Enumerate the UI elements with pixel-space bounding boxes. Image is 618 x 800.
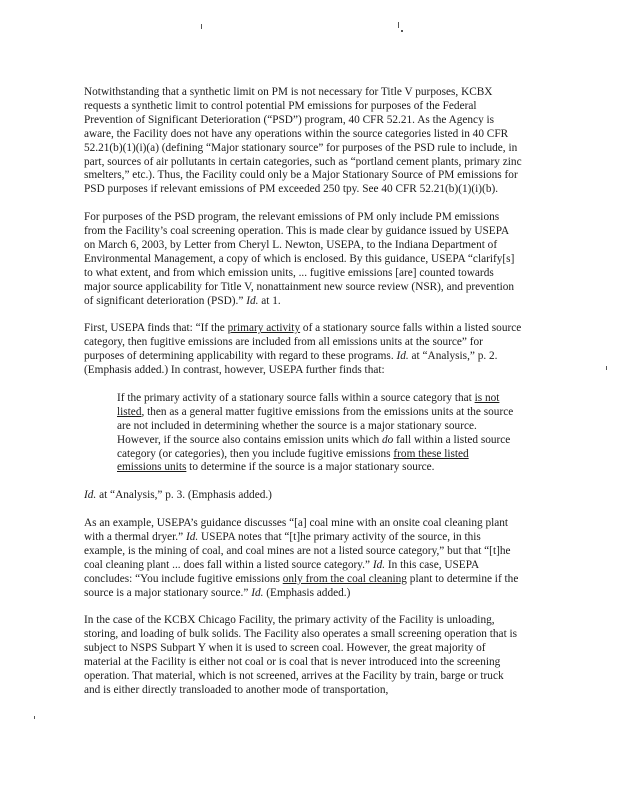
text-run: If the primary activity of a stationary source falls within a source category that — [117, 391, 475, 404]
text-run: at “Analysis,” p. 2. (Emphasis added.) In contrast, however, USEPA further finds that: — [84, 350, 498, 377]
emphasis-underline: only from the coal cleaning — [282, 572, 407, 585]
scan-mark — [606, 366, 607, 370]
text-run: at “Analysis,” p. 3. (Emphasis added.) — [96, 489, 272, 502]
paragraph-usepa-finds — [84, 322, 522, 378]
scan-mark — [398, 22, 399, 28]
text-run: , then as a general matter fugitive emissions from the emissions units at the source are not included in determining whether the source is a major stationary source. However, if the source also contains emission units which — [117, 405, 514, 446]
text-run: at 1. — [258, 294, 281, 307]
emphasis-underline: is not listed — [117, 391, 500, 418]
citation-line — [84, 489, 522, 503]
paragraph-coal-mine-example — [84, 517, 522, 600]
text-run: In the case of the KCBX Chicago Facility, the primary activity of the Facility is unloading, storing, and loading of bulk solids. The Facility also operates a small screening operation that is subject to NSPS Subpart Y when it is used to screen coal. However, the great majority of material at the Facility is either not coal or is coal that is never introduced into the screening operation. That material, which is not screened, arrives at the Facility by train, barge or truck and is either directly transloaded to another mode of transportation, — [84, 614, 518, 696]
citation-id: Id. — [185, 530, 199, 543]
scan-mark — [401, 30, 403, 32]
citation-id: Id. — [396, 350, 409, 363]
emphasis-underline: from these listed emissions units — [117, 447, 469, 474]
scan-mark — [201, 24, 202, 29]
paragraph-psd-program — [84, 211, 522, 308]
text-run: For purposes of the PSD program, the relevant emissions of PM only include PM emissions from the Facility’s coal screening operation. This is made clear by guidance issued by USEPA on March 6, 2003, by Letter from Cheryl L. Newton, USEPA, to the Indiana Department of Environmental Management, a copy of which is enclosed. By this guidance, USEPA “clarify[s] to what extent, and from which emission units, ... fugitive emissions [are] counted towards major source applicability for Title V, nonattainment new source review (NSR), and prevention of significant deterioration (PSD).” — [84, 211, 515, 307]
citation-id: Id. — [251, 586, 264, 599]
text-run: of a stationary source falls within a listed source category, then fugitive emissions are included from all emissions units at the source” for purposes of determining applicability with regard to these programs. — [84, 322, 522, 363]
paragraph-kcbx-facility — [84, 614, 522, 697]
text-run: First, USEPA finds that: “If the — [84, 322, 228, 335]
text-run: (Emphasis added.) — [263, 586, 351, 599]
citation-id: Id. — [372, 558, 386, 571]
emphasis-underline: primary activity — [227, 322, 301, 335]
text-run: plant to determine if the source is a major stationary source.” — [84, 572, 519, 599]
text-run: As an example, USEPA’s guidance discusses “[a] coal mine with an onsite coal cleaning plant with a thermal dryer.” — [84, 517, 509, 543]
text-run: Notwithstanding that a synthetic limit on PM is not necessary for Title V purposes, KCBX requests a synthetic limit to control potential PM emissions for purposes of the Federal Prevention of Significant Deterioration (“PSD”) program, 40 CFR 52.21. As the Agency is aware, the Facility does not have any operations within the source categories listed in 40 CFR 52.21(b)(1)(i)(a) (defining “Major stationary source” for purposes of the PSD rule to include, in part, sources of air pollutants in certain categories, such as “portland cement plants, primary zinc smelters,” etc.). Thus, the Facility could only be a Major Stationary Source of PM emissions for PSD purposes if relevant emissions of PM exceeded 250 tpy. See 40 CFR 52.21(b)(1)(i)(b). — [84, 86, 522, 196]
citation-id: Id. — [84, 489, 97, 502]
block-quote — [117, 392, 514, 475]
text-run: USEPA notes that “[t]he primary activity of the source, in this example, is the mining of coal, and coal mines are not a listed source category,” but that “[t]he coal cleaning plant ... does fall within a listed source category.” — [84, 530, 511, 571]
text-run: In this case, USEPA concludes: “You include fugitive emissions — [84, 558, 479, 585]
scan-mark — [34, 716, 35, 719]
emphasis-italic: do — [381, 433, 394, 446]
text-run: to determine if the source is a major stationary source. — [186, 461, 435, 474]
document-body — [84, 86, 522, 712]
citation-id: Id. — [246, 294, 259, 307]
text-run: fall within a listed source category (or categories), then you include fugitive emissions — [117, 433, 511, 460]
paragraph-synthetic-limit — [84, 86, 522, 197]
